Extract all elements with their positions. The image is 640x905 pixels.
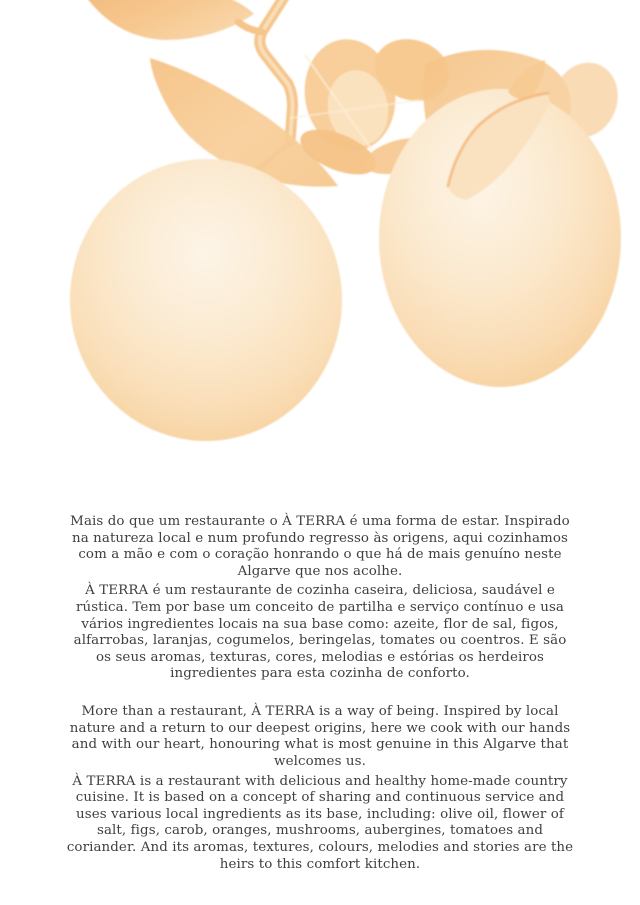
about-paragraph-en-2: À TERRA is a restaurant with delicious and healthy home-made country cuisine. It is based on a concept of sharing and continuous service and uses various local ingredients as its base, including: olive oil, flower of salt, figs, carob, oranges, mushrooms, aubergines, tomatoes and coriander. And its aromas, textures, colours, melodies and stories are the heirs to this comfort kitchen. <box>66 773 574 872</box>
branch-twig-left <box>238 22 262 32</box>
about-paragraph-pt-2: À TERRA é um restaurante de cozinha caseira, deliciosa, saudável e rústica. Tem por base um conceito de partilha e serviço contínuo e usa vários ingredientes locais na sua base como: azeite, flor de sal, figos, alfarrobas, laranjas, cogumelos, beringelas, tomates ou coentros. E são os seus aromas, texturas, cores, melodias e estórias os herdeiros ingredientes para esta cozinha de conforto. <box>73 583 567 682</box>
about-text-portuguese <box>66 514 574 683</box>
about-text-english <box>66 704 574 873</box>
about-paragraph-en-1: More than a restaurant, À TERRA is a way of being. Inspired by local nature and a return to our deepest origins, here we cook with our hands and with our heart, honouring what is most genuine in this Algarve that welcomes us. <box>69 704 571 769</box>
orange-left-texture <box>70 159 342 441</box>
leaf-top-left <box>84 0 254 40</box>
about-paragraph-pt-1: Mais do que um restaurante o À TERRA é uma forma de estar. Inspirado na natureza local e num profundo regresso às origens, aqui cozinhamos com a mão e com o coração honrando o que há de mais genuíno neste Algarve que nos acolhe. <box>70 514 570 579</box>
about-section <box>66 514 574 873</box>
